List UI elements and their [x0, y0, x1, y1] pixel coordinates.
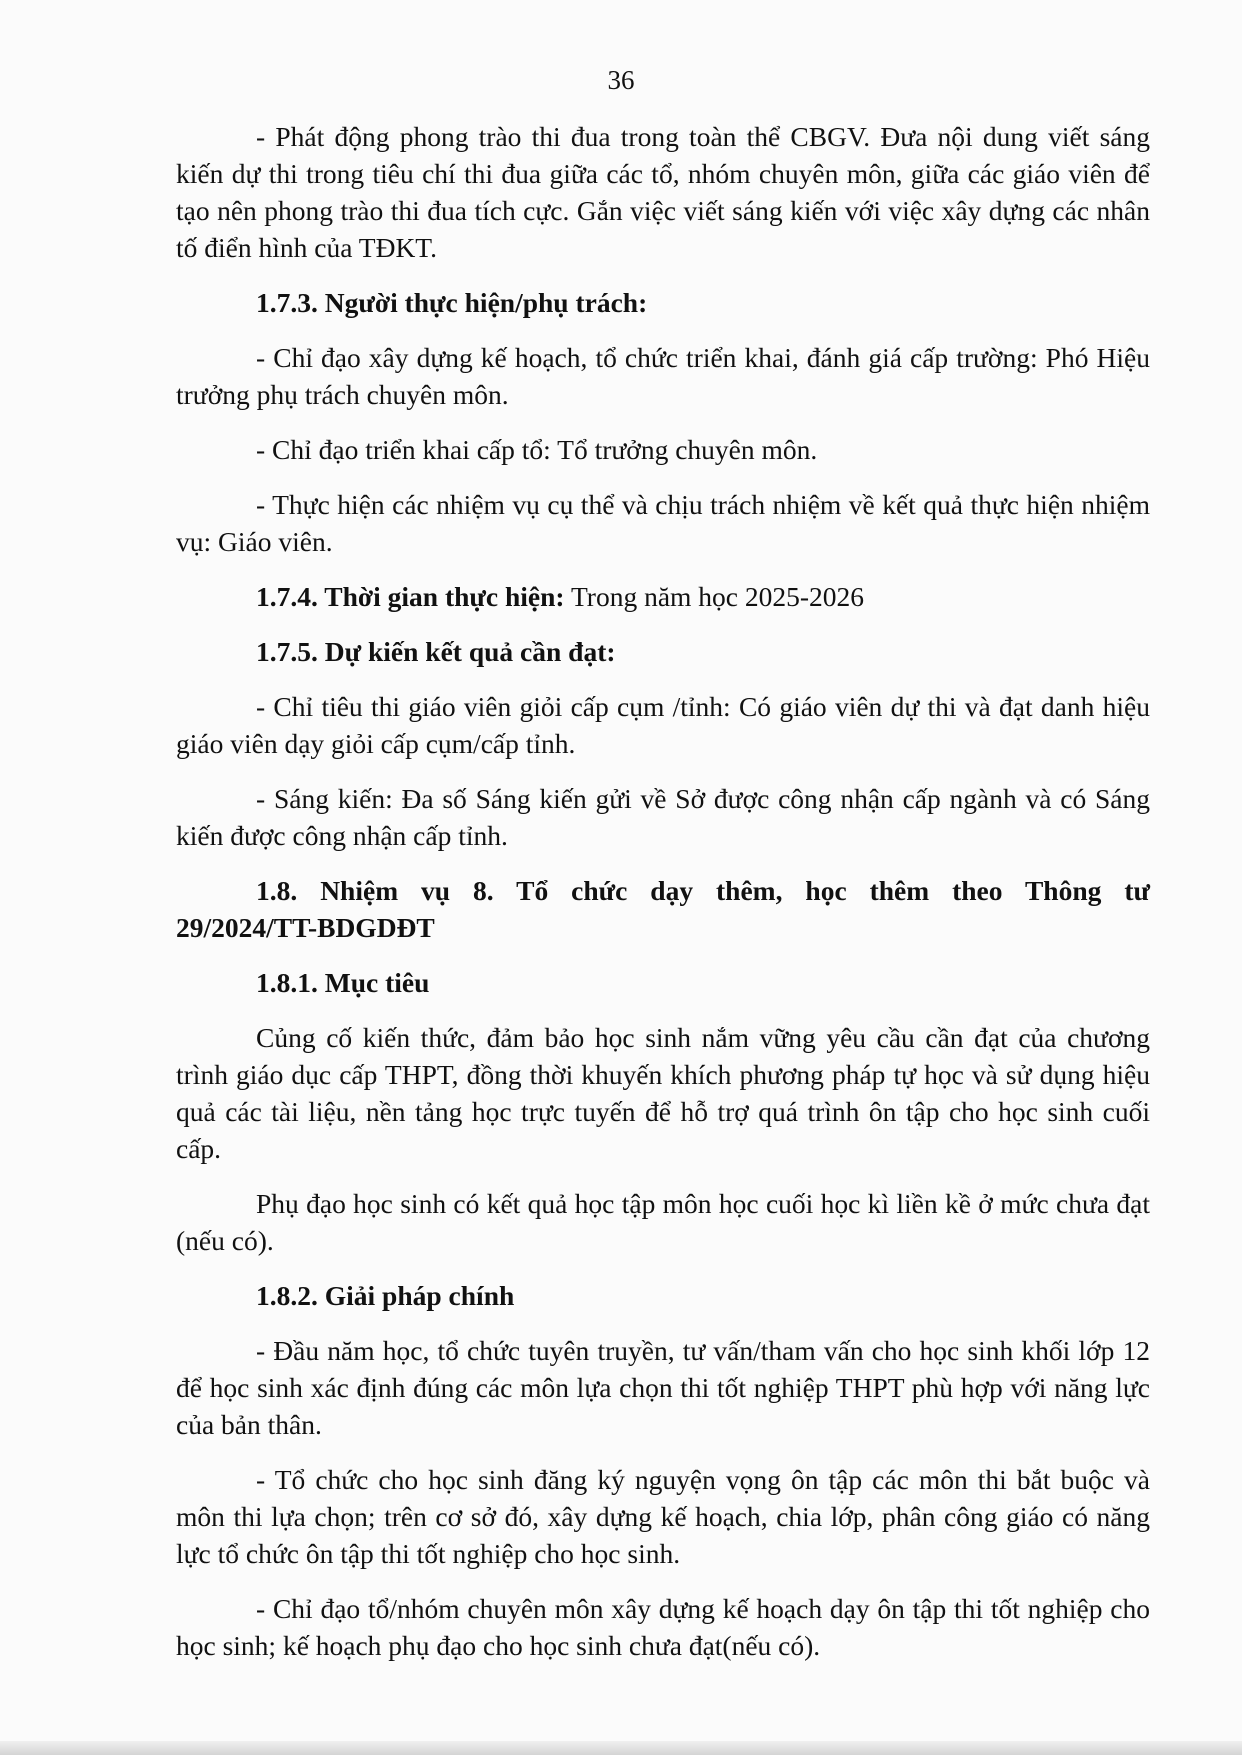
scan-bottom-edge	[0, 1741, 1242, 1755]
paragraph-emulation-movement: - Phát động phong trào thi đua trong toàn thể CBGV. Đưa nội dung viết sáng kiến dự thi trong tiêu chí thi đua giữa các tổ, nhóm chuyên môn, giữa các giáo viên để tạo nên phong trào thi đua tích cực. Gắn việc viết sáng kiến với việc xây dựng các nhân tố điển hình của TĐKT.	[176, 121, 1150, 263]
paragraph-solution-counseling: - Đầu năm học, tổ chức tuyên truyền, tư vấn/tham vấn cho học sinh khối lớp 12 để học sinh xác định đúng các môn lựa chọn thi tốt nghiệp THPT phù hợp với năng lực của bản thân.	[176, 1335, 1150, 1440]
heading-1-7-3: 1.7.3. Người thực hiện/phụ trách:	[256, 287, 648, 318]
heading-1-8-text: 1.8. Nhiệm vụ 8. Tổ chức dạy thêm, học thêm theo Thông tư 29/2024/TT-BDGDĐT	[176, 875, 1150, 943]
paragraph-objective-knowledge: Củng cố kiến thức, đảm bảo học sinh nắm vững yêu cầu cần đạt của chương trình giáo dục cấp THPT, đồng thời khuyến khích phương pháp tự học và sử dụng hiệu quả các tài liệu, nền tảng học trực tuyến để hỗ trợ quá trình ôn tập cho học sinh cuối cấp.	[176, 1022, 1150, 1164]
paragraph-teacher-responsibility: - Thực hiện các nhiệm vụ cụ thể và chịu trách nhiệm về kết quả thực hiện nhiệm vụ: Giáo viên.	[176, 489, 1150, 557]
paragraph-direct-group-level: - Chỉ đạo triển khai cấp tổ: Tổ trưởng chuyên môn.	[256, 434, 818, 465]
heading-1-8	[176, 872, 1150, 946]
paragraph-direct-school-level: - Chỉ đạo xây dựng kế hoạch, tổ chức triển khai, đánh giá cấp trường: Phó Hiệu trưởng phụ trách chuyên môn.	[176, 342, 1150, 410]
paragraph-solution-planning: - Chỉ đạo tổ/nhóm chuyên môn xây dựng kế hoạch dạy ôn tập thi tốt nghiệp cho học sinh; kế hoạch phụ đạo cho học sinh chưa đạt(nếu có).	[176, 1593, 1150, 1661]
heading-1-8-2: 1.8.2. Giải pháp chính	[256, 1280, 515, 1311]
heading-1-8-1: 1.8.1. Mục tiêu	[256, 967, 430, 998]
paragraph-solution-registration: - Tổ chức cho học sinh đăng ký nguyện vọng ôn tập các môn thi bắt buộc và môn thi lựa chọn; trên cơ sở đó, xây dựng kế hoạch, chia lớp, phân công giáo có năng lực tổ chức ôn tập thi tốt nghiệp cho học sinh.	[176, 1464, 1150, 1569]
heading-1-7-4-value: Trong năm học 2025-2026	[564, 581, 865, 612]
heading-1-7-5: 1.7.5. Dự kiến kết quả cần đạt:	[256, 636, 616, 667]
paragraph-objective-tutoring: Phụ đạo học sinh có kết quả học tập môn học cuối học kì liền kề ở mức chưa đạt (nếu có).	[176, 1188, 1150, 1256]
page-body	[176, 118, 1150, 1678]
page-number: 36	[607, 65, 635, 95]
paragraph-teacher-contest-target: - Chỉ tiêu thi giáo viên giỏi cấp cụm /tỉnh: Có giáo viên dự thi và đạt danh hiệu giáo viên dạy giỏi cấp cụm/cấp tỉnh.	[176, 691, 1150, 759]
heading-1-7-4	[176, 578, 1150, 615]
paragraph-initiative-target: - Sáng kiến: Đa số Sáng kiến gửi về Sở được công nhận cấp ngành và có Sáng kiến được công nhận cấp tỉnh.	[176, 783, 1150, 851]
heading-1-7-4-label: 1.7.4. Thời gian thực hiện:	[256, 581, 565, 612]
